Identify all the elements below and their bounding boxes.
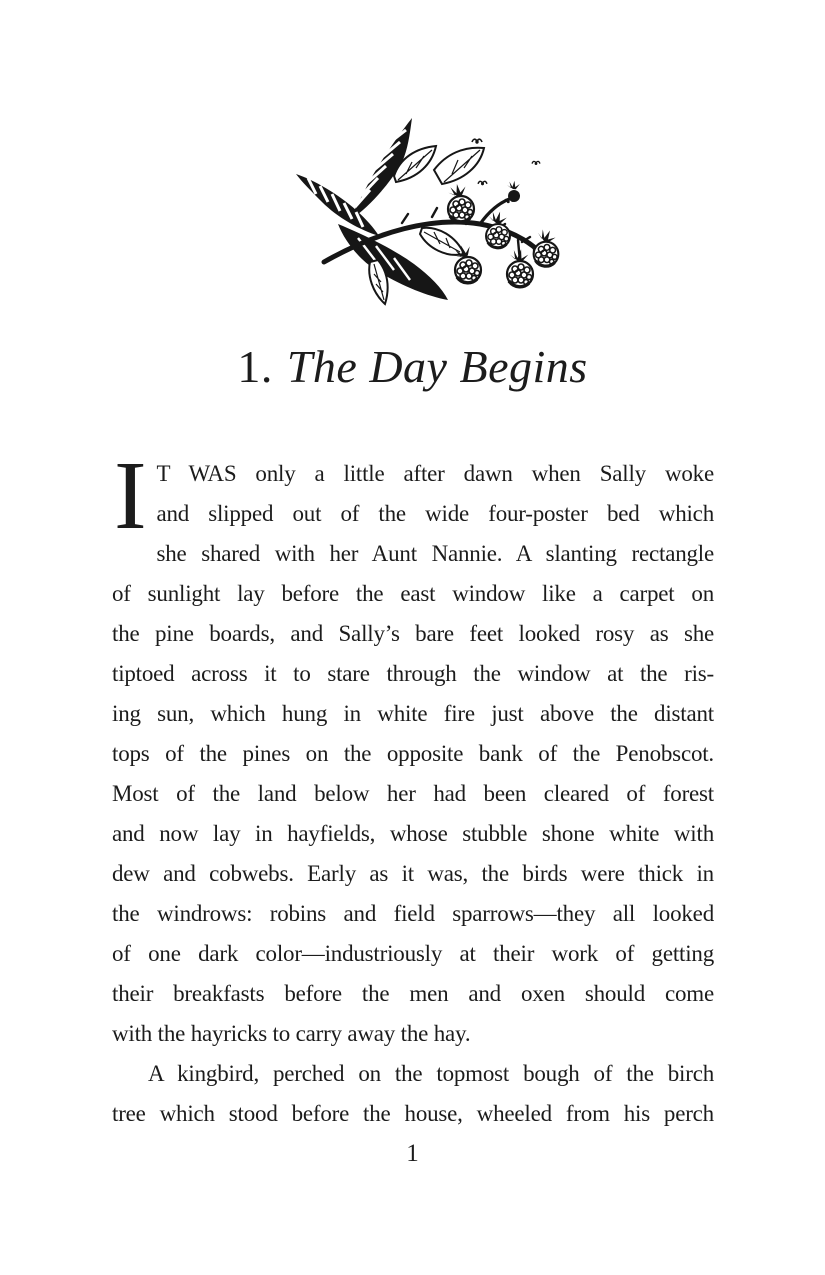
drop-cap: I [114, 442, 147, 550]
page-number: 1 [406, 1140, 419, 1167]
text-line: and slipped out of the wide four-poster bed which [156, 501, 714, 526]
text-line: T WAS only a little after dawn when Sally woke [156, 461, 714, 486]
text-line: and now lay in hayfields, whose stubble shone white with [112, 821, 714, 846]
text-line: of one dark color—industriously at their work of getting [112, 941, 714, 966]
text-line: dew and cobwebs. Early as it was, the birds were thick in [112, 861, 714, 886]
text-line: she shared with her Aunt Nannie. A slanting rectangle [156, 541, 714, 566]
text-line: their breakfasts before the men and oxen should come [112, 981, 714, 1006]
paragraph-2 [112, 1054, 714, 1134]
chapter-number: 1. [237, 341, 273, 392]
text-line: tree which stood before the house, wheeled from his perch [112, 1101, 714, 1126]
text-line: with the hayricks to carry away the hay. [112, 1021, 471, 1046]
text-line: A kingbird, perched on the topmost bough of the birch [148, 1061, 714, 1086]
chapter-heading [0, 342, 825, 393]
raspberry-branch-woodcut-icon [282, 112, 594, 314]
text-line: tiptoed across it to stare through the window at the ris- [112, 661, 714, 686]
body-text [112, 442, 714, 1134]
text-line: ing sun, which hung in white fire just above the distant [112, 701, 714, 726]
chapter-title: The Day Begins [286, 341, 588, 392]
text-line: tops of the pines on the opposite bank of the Penobscot. [112, 741, 714, 766]
paragraph-1 [112, 442, 714, 1054]
text-line: the windrows: robins and field sparrows—they all looked [112, 901, 714, 926]
text-line: the pine boards, and Sally’s bare feet looked rosy as she [112, 621, 714, 646]
text-line: Most of the land below her had been cleared of forest [112, 781, 714, 806]
text-line: of sunlight lay before the east window like a carpet on [112, 581, 714, 606]
